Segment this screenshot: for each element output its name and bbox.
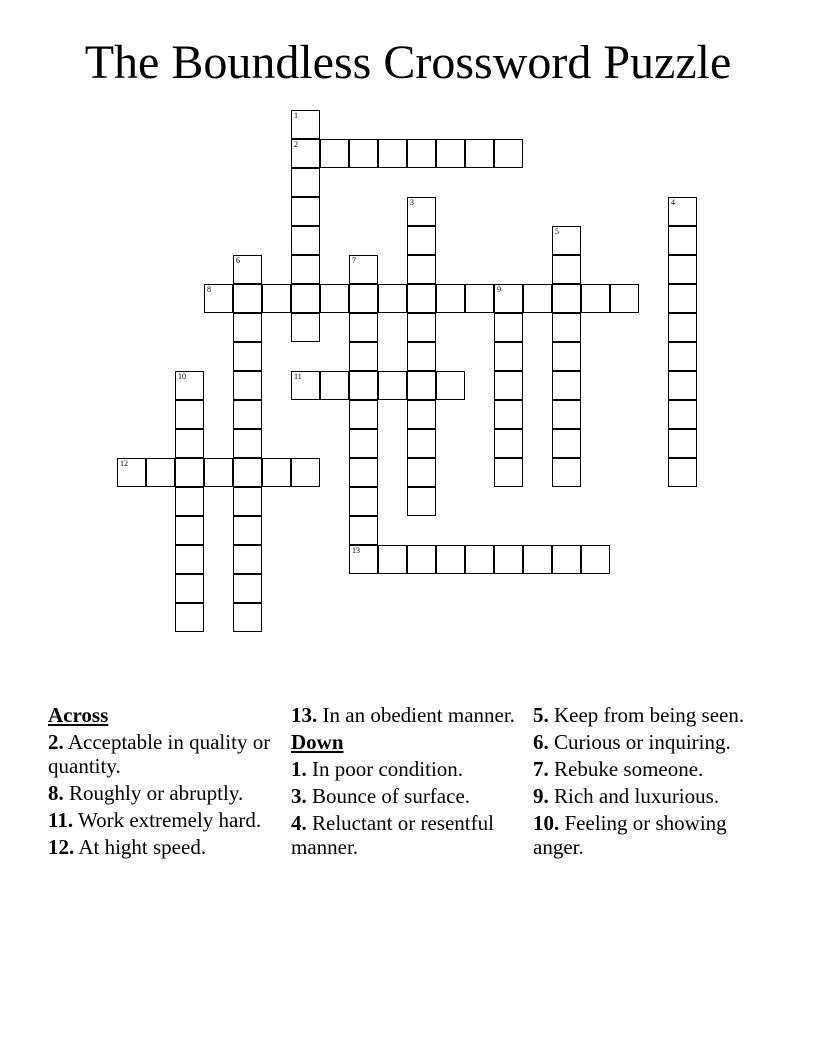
grid-cell[interactable] <box>552 371 581 400</box>
clue-number: 3. <box>291 784 307 808</box>
grid-cell[interactable] <box>320 284 349 313</box>
grid-cell[interactable] <box>581 545 610 574</box>
grid-cell[interactable] <box>233 545 262 574</box>
clue-item <box>533 703 765 727</box>
grid-cell[interactable] <box>552 429 581 458</box>
clue-text: Reluctant or resentful manner. <box>291 811 494 859</box>
clue-item <box>533 784 765 808</box>
grid-cell[interactable] <box>494 284 523 313</box>
grid-cell[interactable] <box>233 429 262 458</box>
grid-cell[interactable] <box>291 226 320 255</box>
grid-cell[interactable] <box>291 371 320 400</box>
clue-number: 7. <box>533 757 549 781</box>
grid-cell[interactable] <box>407 545 436 574</box>
cell-number: 7 <box>352 256 356 265</box>
grid-cell[interactable] <box>175 458 204 487</box>
cell-number: 9 <box>497 285 501 294</box>
grid-cell[interactable] <box>233 255 262 284</box>
grid-cell[interactable] <box>407 139 436 168</box>
clue-text: Work extremely hard. <box>73 808 262 832</box>
clue-item <box>533 730 765 754</box>
grid-cell[interactable] <box>378 371 407 400</box>
section-heading: Down <box>291 730 344 754</box>
grid-cell[interactable] <box>320 371 349 400</box>
grid-cell[interactable] <box>465 545 494 574</box>
grid-cell[interactable] <box>668 197 697 226</box>
clue-item <box>48 730 280 778</box>
grid-cell[interactable] <box>233 371 262 400</box>
grid-cell[interactable] <box>494 429 523 458</box>
grid-cell[interactable] <box>523 284 552 313</box>
grid-cell[interactable] <box>262 458 291 487</box>
clue-item <box>291 757 523 781</box>
clue-number: 10. <box>533 811 560 835</box>
cell-number: 4 <box>671 198 675 207</box>
clue-number: 2. <box>48 730 64 754</box>
grid-cell[interactable] <box>668 284 697 313</box>
grid-cell[interactable] <box>668 313 697 342</box>
grid-cell[interactable] <box>668 429 697 458</box>
clue-item <box>533 811 765 859</box>
grid-cell[interactable] <box>407 284 436 313</box>
grid-cell[interactable] <box>175 400 204 429</box>
clue-text: Curious or inquiring. <box>548 730 731 754</box>
grid-cell[interactable] <box>233 574 262 603</box>
grid-cell[interactable] <box>494 313 523 342</box>
grid-cell[interactable] <box>436 284 465 313</box>
grid-cell[interactable] <box>175 371 204 400</box>
clue-number: 8. <box>48 781 64 805</box>
grid-cell[interactable] <box>349 516 378 545</box>
grid-cell[interactable] <box>349 429 378 458</box>
grid-cell[interactable] <box>436 545 465 574</box>
grid-cell[interactable] <box>291 139 320 168</box>
grid-cell[interactable] <box>668 226 697 255</box>
grid-cell[interactable] <box>291 255 320 284</box>
page-title: The Boundless Crossword Puzzle <box>84 36 732 89</box>
grid-cell[interactable] <box>320 139 349 168</box>
grid-cell[interactable] <box>465 284 494 313</box>
grid-cell[interactable] <box>349 342 378 371</box>
grid-cell[interactable] <box>233 458 262 487</box>
grid-cell[interactable] <box>262 284 291 313</box>
clue-number: 9. <box>533 784 549 808</box>
clue-text: Rebuke someone. <box>548 757 704 781</box>
clue-text: At hight speed. <box>74 835 207 859</box>
grid-cell[interactable] <box>291 168 320 197</box>
clue-text: In poor condition. <box>306 757 464 781</box>
clue-item <box>291 784 523 808</box>
grid-cell[interactable] <box>552 255 581 284</box>
grid-cell[interactable] <box>668 400 697 429</box>
grid-cell[interactable] <box>349 255 378 284</box>
grid-cell[interactable] <box>349 458 378 487</box>
cell-number: 1 <box>294 111 298 120</box>
grid-cell[interactable] <box>552 458 581 487</box>
grid-cell[interactable] <box>349 284 378 313</box>
grid-cell[interactable] <box>494 400 523 429</box>
clue-item <box>291 811 523 859</box>
grid-cell[interactable] <box>494 342 523 371</box>
grid-cell[interactable] <box>552 400 581 429</box>
grid-cell[interactable] <box>407 487 436 516</box>
clue-text: Rich and luxurious. <box>548 784 720 808</box>
grid-cell[interactable] <box>175 603 204 632</box>
grid-cell[interactable] <box>378 139 407 168</box>
grid-cell[interactable] <box>175 487 204 516</box>
grid-cell[interactable] <box>175 545 204 574</box>
grid-cell[interactable] <box>407 342 436 371</box>
grid-cell[interactable] <box>291 313 320 342</box>
clue-text: Bounce of surface. <box>306 784 471 808</box>
grid-cell[interactable] <box>494 545 523 574</box>
clue-text: Keep from being seen. <box>548 703 745 727</box>
grid-cell[interactable] <box>494 371 523 400</box>
clue-text: Acceptable in quality or quantity. <box>48 730 271 778</box>
grid-cell[interactable] <box>175 516 204 545</box>
grid-cell[interactable] <box>233 516 262 545</box>
grid-cell[interactable] <box>668 371 697 400</box>
clue-column-3 <box>533 703 765 862</box>
clue-number: 6. <box>533 730 549 754</box>
clue-text: Roughly or abruptly. <box>63 781 244 805</box>
grid-cell[interactable] <box>378 284 407 313</box>
grid-cell[interactable] <box>407 429 436 458</box>
grid-cell[interactable] <box>552 545 581 574</box>
grid-cell[interactable] <box>668 458 697 487</box>
grid-cell[interactable] <box>552 284 581 313</box>
grid-cell[interactable] <box>349 313 378 342</box>
grid-cell[interactable] <box>494 139 523 168</box>
grid-cell[interactable] <box>407 400 436 429</box>
grid-cell[interactable] <box>291 110 320 139</box>
grid-cell[interactable] <box>349 371 378 400</box>
grid-cell[interactable] <box>349 400 378 429</box>
grid-cell[interactable] <box>233 342 262 371</box>
grid-cell[interactable] <box>146 458 175 487</box>
grid-cell[interactable] <box>175 574 204 603</box>
cell-number: 10 <box>178 372 186 381</box>
grid-cell[interactable] <box>117 458 146 487</box>
grid-cell[interactable] <box>204 284 233 313</box>
cell-number: 13 <box>352 546 360 555</box>
grid-cell[interactable] <box>204 458 233 487</box>
grid-cell[interactable] <box>233 603 262 632</box>
clue-number: 13. <box>291 703 318 727</box>
grid-cell[interactable] <box>407 458 436 487</box>
grid-cell[interactable] <box>349 545 378 574</box>
grid-cell[interactable] <box>407 371 436 400</box>
grid-cell[interactable] <box>291 458 320 487</box>
cell-number: 2 <box>294 140 298 149</box>
grid-cell[interactable] <box>610 284 639 313</box>
cell-number: 3 <box>410 198 414 207</box>
grid-cell[interactable] <box>552 342 581 371</box>
cell-number: 5 <box>555 227 559 236</box>
grid-cell[interactable] <box>407 313 436 342</box>
clue-number: 4. <box>291 811 307 835</box>
cell-number: 11 <box>294 372 302 381</box>
grid-cell[interactable] <box>581 284 610 313</box>
grid-cell[interactable] <box>552 313 581 342</box>
grid-cell[interactable] <box>436 371 465 400</box>
grid-cell[interactable] <box>407 226 436 255</box>
clue-column-1 <box>48 703 280 862</box>
grid-cell[interactable] <box>436 139 465 168</box>
grid-cell[interactable] <box>494 458 523 487</box>
cell-number: 12 <box>120 459 128 468</box>
grid-cell[interactable] <box>407 255 436 284</box>
clue-number: 12. <box>48 835 75 859</box>
grid-cell[interactable] <box>233 284 262 313</box>
clue-number: 1. <box>291 757 307 781</box>
clue-text: Feeling or showing anger. <box>533 811 727 859</box>
section-heading: Across <box>48 703 109 727</box>
grid-cell[interactable] <box>233 400 262 429</box>
clue-text: In an obedient manner. <box>317 703 515 727</box>
grid-cell[interactable] <box>291 197 320 226</box>
grid-cell[interactable] <box>233 487 262 516</box>
clue-column-2 <box>291 703 523 862</box>
clue-item <box>533 757 765 781</box>
grid-cell[interactable] <box>465 139 494 168</box>
grid-cell[interactable] <box>668 342 697 371</box>
grid-cell[interactable] <box>407 197 436 226</box>
grid-cell[interactable] <box>523 545 552 574</box>
clue-number: 5. <box>533 703 549 727</box>
clue-item <box>48 781 280 805</box>
clue-item <box>291 703 523 727</box>
cell-number: 8 <box>207 285 211 294</box>
grid-cell[interactable] <box>175 429 204 458</box>
clue-number: 11. <box>48 808 74 832</box>
clue-item <box>48 835 280 859</box>
clue-item <box>48 808 280 832</box>
grid-cell[interactable] <box>378 545 407 574</box>
grid-cell[interactable] <box>349 139 378 168</box>
grid-cell[interactable] <box>233 313 262 342</box>
grid-cell[interactable] <box>552 226 581 255</box>
cell-number: 6 <box>236 256 240 265</box>
grid-cell[interactable] <box>668 255 697 284</box>
grid-cell[interactable] <box>349 487 378 516</box>
grid-cell[interactable] <box>291 284 320 313</box>
